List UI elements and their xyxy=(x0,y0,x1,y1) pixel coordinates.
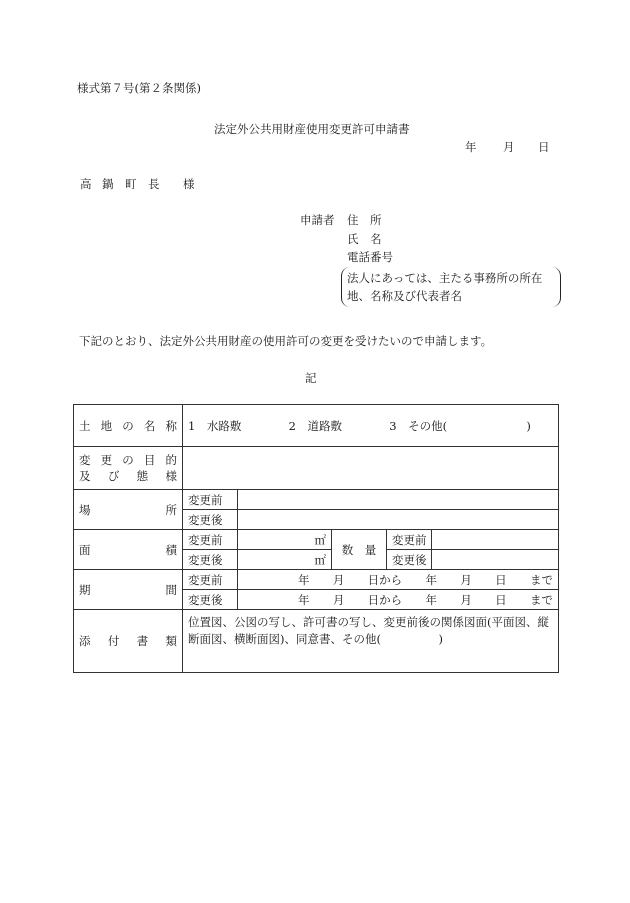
place-before-label: 変更前 xyxy=(183,490,238,510)
purpose-label: 変 更 の 目 的 及 び 態 様 xyxy=(74,447,183,490)
period-after-dates[interactable]: 年 月 日から 年 月 日 まで xyxy=(238,590,559,610)
row-attachments xyxy=(74,610,559,673)
row-place-before xyxy=(74,490,559,510)
option-other[interactable]: 3 その他( xyxy=(389,418,448,433)
date-day: 日 xyxy=(538,140,550,154)
option-waterway[interactable]: 1 水路敷 xyxy=(188,418,242,433)
unit-m2: ㎡ xyxy=(314,532,326,547)
applicant-label: 申請者 xyxy=(300,213,335,227)
place-after-label: 変更後 xyxy=(183,510,238,530)
corp-note: 法人にあっては、主たる事務所の所在地、名称及び代表者名 xyxy=(347,271,543,303)
option-road[interactable]: 2 道路敷 xyxy=(288,418,342,433)
purpose-value[interactable] xyxy=(183,447,559,490)
addressee-2: 鍋 xyxy=(102,177,114,191)
area-before-label: 変更前 xyxy=(183,530,238,550)
land-type-options xyxy=(183,405,559,447)
applicant-phone-label: 電話番号 xyxy=(347,250,393,264)
place-label: 場 所 xyxy=(74,490,183,530)
addressee-4: 長 xyxy=(148,177,160,191)
row-land-name xyxy=(74,405,559,447)
intro-text: 下記のとおり、法定外公共用財産の使用許可の変更を受けたいので申請します。 xyxy=(79,334,493,348)
land-name-label: 土 地 の 名 称 xyxy=(74,405,183,447)
period-before-label: 変更前 xyxy=(183,570,238,590)
date-year: 年 xyxy=(465,140,477,154)
area-label: 面 積 xyxy=(74,530,183,570)
quantity-label: 数 量 xyxy=(332,530,387,570)
form-title: 法定外公共用財産使用変更許可申請書 xyxy=(214,122,410,136)
qty-after-label: 変更後 xyxy=(387,550,432,570)
area-after-label: 変更後 xyxy=(183,550,238,570)
row-purpose xyxy=(74,447,559,490)
option-other-close: ) xyxy=(526,418,531,433)
qty-before-value[interactable] xyxy=(432,530,559,550)
attachments-value: 位置図、公図の写し、許可書の写し、変更前後の関係図面(平面図、縦断面図、横断面図)、同意書、その他( ) xyxy=(183,610,559,673)
area-after-value[interactable] xyxy=(238,550,332,570)
qty-before-label: 変更前 xyxy=(387,530,432,550)
attachments-label: 添 付 書 類 xyxy=(74,610,183,673)
applicant-name-label: 氏 名 xyxy=(347,232,382,246)
qty-after-value[interactable] xyxy=(432,550,559,570)
place-before-value[interactable] xyxy=(238,490,559,510)
row-area-before xyxy=(74,530,559,550)
period-label: 期 間 xyxy=(74,570,183,610)
area-before-value[interactable] xyxy=(238,530,332,550)
period-before-dates[interactable]: 年 月 日から 年 月 日 まで xyxy=(238,570,559,590)
addressee-honorific: 様 xyxy=(183,177,195,191)
ki-heading: 記 xyxy=(305,371,317,385)
application-table xyxy=(73,404,559,673)
row-period-before xyxy=(74,570,559,590)
addressee-3: 町 xyxy=(125,177,137,191)
date-month: 月 xyxy=(503,140,515,154)
place-after-value[interactable] xyxy=(238,510,559,530)
addressee-1: 高 xyxy=(80,177,92,191)
period-after-label: 変更後 xyxy=(183,590,238,610)
form-number: 様式第７号(第２条関係) xyxy=(77,81,201,95)
unit-m2: ㎡ xyxy=(314,552,326,567)
applicant-address-label: 住 所 xyxy=(347,213,382,227)
